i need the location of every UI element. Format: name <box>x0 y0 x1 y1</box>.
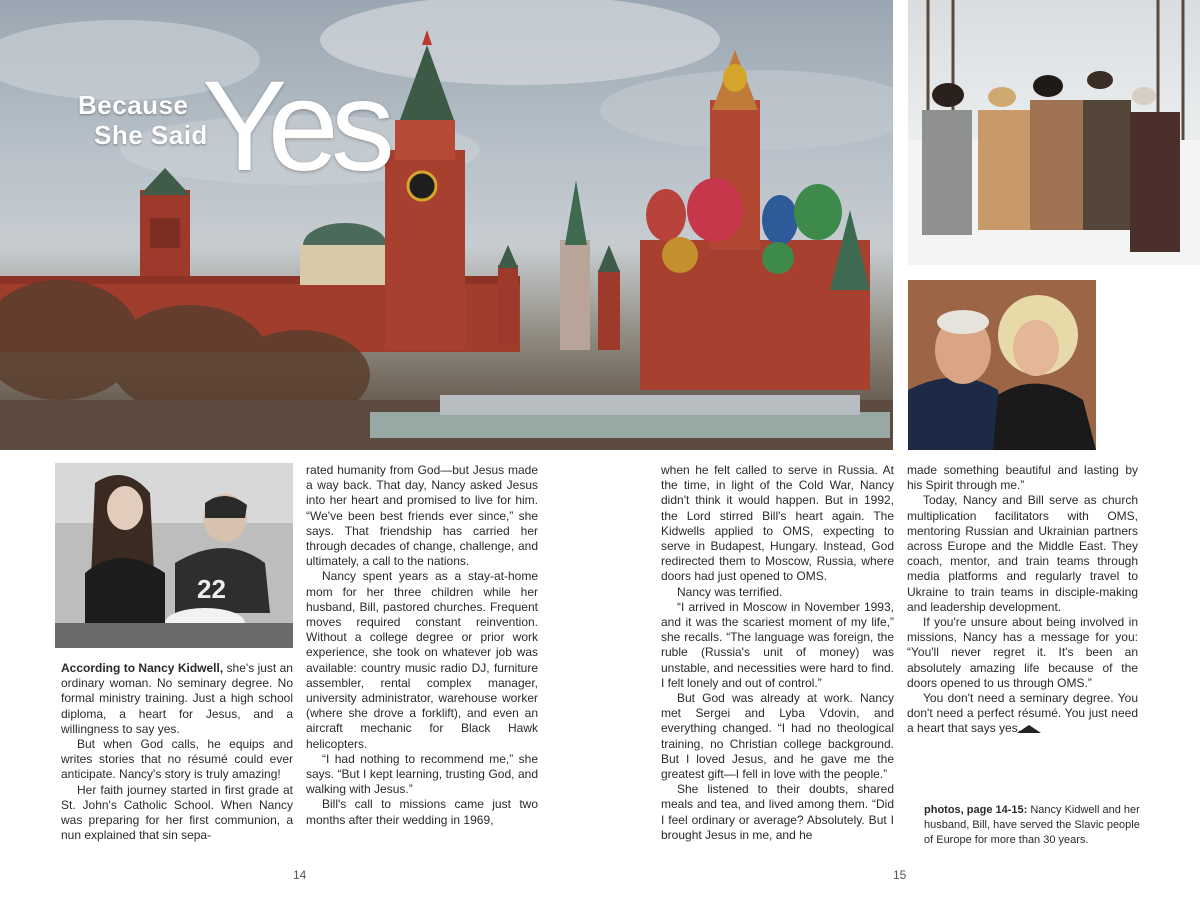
paragraph <box>61 661 293 737</box>
winter-group-photo <box>908 0 1200 265</box>
caption-label: photos, page 14-15: <box>924 804 1028 816</box>
paragraph: If you're unsure about being involved in missions, Nancy has a message for you: “You'll never regret it. It's been an absolutely amazing life because of the doors opened to us through OMS.” <box>907 615 1138 690</box>
article-title <box>78 55 387 200</box>
paragraph: Bill's call to missions came just two months after their wedding in 1969, <box>306 797 538 827</box>
caption-text: Nancy Kidwell and her husband, Bill, have served the Slavic people of Europe for more than 30 years. <box>924 804 1140 846</box>
end-mark-icon <box>1017 725 1041 733</box>
paragraph: “I had nothing to recommend me,” she says. “But I kept learning, trusting God, and walking with Jesus.” <box>306 751 538 797</box>
paragraph: Her faith journey started in first grade at St. John's Catholic School. When Nancy was preparing for her first communion, a nun explained that sin sepa- <box>61 782 293 843</box>
page-number-right: 15 <box>893 868 907 882</box>
lead-rest: she's just an ordinary woman. No seminary degree. No formal ministry training. Just a high school diploma, a heart for Jesus, and a willingness to say yes. <box>61 661 293 736</box>
paragraph: But when God calls, he equips and writes stories that no résumé could ever anticipate. Nancy's story is truly amazing! <box>61 737 293 782</box>
paragraph: Today, Nancy and Bill serve as church multiplication facilitators with OMS, mentoring Russian and Ukrainian partners across Europe and the Middle East. They coach, mentor, and train teams through media platforms and regularly travel to Ukraine to train teams in disciple-making and leadership development. <box>907 493 1138 614</box>
hero-photo <box>0 0 893 450</box>
paragraph: Nancy was terrified. <box>677 584 783 599</box>
page-number-left: 14 <box>293 868 307 882</box>
paragraph: rated humanity from God—but Jesus made a way back. That day, Nancy asked Jesus into her heart and promised to live for him. “We've been best friends ever since,” she says. That friendship has carried her through decades of change, challenge, and ultimately, a call to the nations. <box>306 463 538 569</box>
winter-scene-illustration <box>908 0 1200 265</box>
article-column-3 <box>661 463 894 843</box>
article-column-1 <box>61 661 293 843</box>
paragraph: when he felt called to serve in Russia. At the time, in light of the Cold War, Nancy didn't think it would happen. But in 1992, the Lord stirred Bill's heart again. The Kidwells applied to OMS, expecting to serve in Budapest, Hungary. Instead, God redirected them to Moscow, Russia, where doors had just opened to OMS. <box>661 463 894 584</box>
couple-photo <box>908 280 1096 450</box>
vintage-photo <box>55 463 293 648</box>
paragraph: Nancy spent years as a stay-at-home mom for her three children while her husband, Bill, pastored churches. Frequent moves required constant reinvention. Without a college degree or prior work experience, she took on whatever job was available: country music radio DJ, furniture assembler, rental complex manager, university administrator, warehouse worker (where she drove a forklift), and even an aircraft mechanic for Black Hawk helicopters. <box>306 569 538 751</box>
title-line-because: Because <box>78 90 189 120</box>
paragraph: “I arrived in Moscow in November 1993, and it was the scariest moment of my life,” she recalls. “The language was foreign, the ruble (Russia's unit of money) was unstable, and necessities were hard to find. I felt lonely and out of control.” <box>661 599 894 690</box>
photo-caption <box>924 803 1144 848</box>
closing-line: You don't need a seminary degree. You don't need a perfect résumé. You just need a heart that says yes. <box>907 691 1138 736</box>
kremlin-illustration <box>0 0 893 450</box>
article-column-2 <box>306 463 538 828</box>
paragraph: made something beautiful and lasting by his Spirit through me.” <box>907 463 1138 493</box>
paragraph: But God was already at work. Nancy met Sergei and Lyba Vdovin, and everything changed. “I had no theological training, no Christian college background. But I loved Jesus, and he gave me the greatest gift—I fell in love with the people.” <box>661 691 894 782</box>
article-column-4 <box>907 463 1138 737</box>
couple-illustration <box>908 280 1096 450</box>
title-line-she-said: She Said <box>94 120 208 150</box>
title-yes: Yes <box>202 55 387 198</box>
lead-in: According to Nancy Kidwell, <box>61 661 224 675</box>
svg-text:22: 22 <box>197 574 226 604</box>
vintage-illustration <box>55 463 293 648</box>
paragraph: She listened to their doubts, shared meals and tea, and lived among them. “Did I feel ordinary or average? Absolutely. But I brought Jesus in me, and he <box>661 782 894 842</box>
paragraph <box>907 691 1138 737</box>
